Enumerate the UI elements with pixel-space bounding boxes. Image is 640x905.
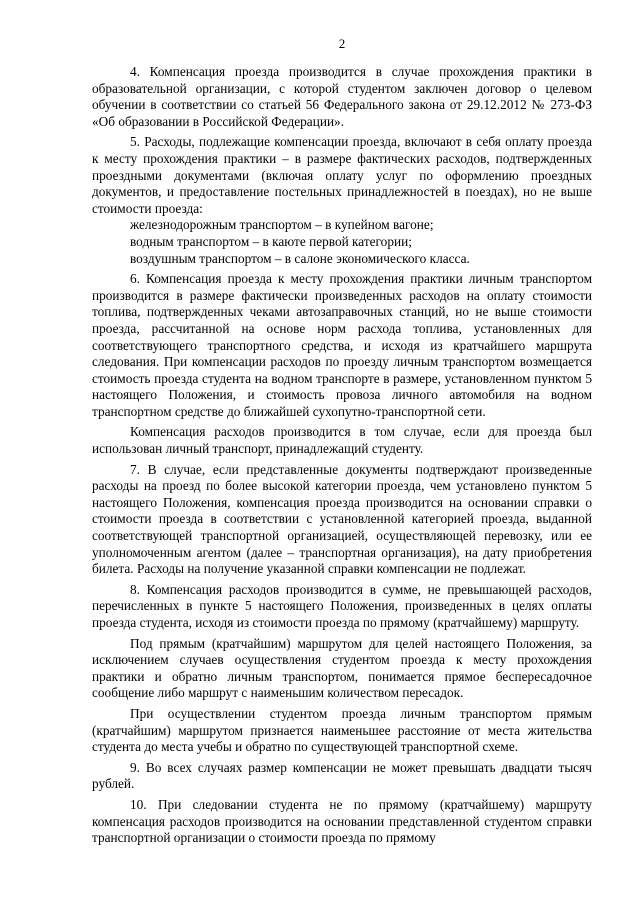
list-item-water: водным транспортом – в каюте первой категории; [130,233,412,249]
paragraph-6-note: Компенсация расходов производится в том случае, если для проезда был использован личный транспорт, принадлежащий студенту. [92,424,592,457]
paragraph-10: 10. При следовании студента не по прямому (кратчайшему) маршруту компенсация расходов производится на основании представленной студентом справки транспортной организации о стоимости проезда по прямому [92,796,592,846]
list-item-air: воздушным транспортом – в салоне экономического класса. [130,250,470,266]
paragraph-8: 8. Компенсация расходов производится в сумме, не превышающей расходов, перечисленных в пункте 5 настоящего Положения, произведенных в целях оплаты проезда студента, исходя из стоимости проезда по прямому (кратчайшему) маршруту. [92,581,592,630]
paragraph-5: 5. Расходы, подлежащие компенсации проезда, включают в себя оплату проезда к месту прохождения практики – в размере фактических расходов, подтвержденных проездными документами (включая оплату услуг по оформлению проездных документов, и предоставление постельных принадлежностей в поездах), но не выше стоимости проезда: [92,134,592,216]
page-number: 2 [338,36,346,51]
paragraph-7: 7. В случае, если представленные документы подтверждают произведенные расходы на проезд по более высокой категории проезда, чем установлено пунктом 5 настоящего Положения, компенсация проезда производится на основании справки о стоимости проезда в соответствии с установленной категорией проезда, выданной соответствующей транспортной организацией, осуществляющей перевозку, или ее уполномоченным агентом (далее – транспортная организация), на дату приобретения билета. Расходы на получение указанной справки компенсации не подлежат. [92,461,592,577]
list-item-rail: железнодорожным транспортом – в купейном вагоне; [130,217,434,233]
paragraph-8-route-definition: Под прямым (кратчайшим) маршрутом для целей настоящего Положения, за исключением случаев осуществления студентом проезда к месту прохождения практики и обратно личным транспортом, понимается прямое беспересадочное сообщение либо маршрут с наименьшим количеством пересадок. [92,635,592,701]
paragraph-4: 4. Компенсация проезда производится в случае прохождения практики в образовательной организации, с которой студентом заключен договор о целевом обучении в соответствии со статьей 56 Федерального закона от 29.12.2012 № 273-ФЗ «Об образовании в Российской Федерации». [92,64,592,129]
paragraph-8-personal-transport: При осуществлении студентом проезда личным транспортом прямым (кратчайшим) маршрутом признается наименьшее расстояние от места жительства студента до места учебы и обратно по существующей транспортной схеме. [92,705,592,755]
paragraph-9: 9. Во всех случаях размер компенсации не может превышать двадцати тысяч рублей. [92,759,592,792]
paragraph-6: 6. Компенсация проезда к месту прохождения практики личным транспортом производится в размере фактически произведенных расходов на оплату стоимости топлива, подтвержденных чеками автозаправочных станций, но не выше стоимости проезда, рассчитанной на основе норм расхода топлива, установленных для соответствующего транспортного средства, и исходя из кратчайшего маршрута следования. При компенсации расходов по проезду личным транспортом возмещается стоимость проезда студента на водном транспорте в размере, установленном пунктом 5 настоящего Положения, и стоимость провоза личного автомобиля на водном транспортном средстве до ближайшей сухопутно-транспортной сети. [92,271,592,419]
document-body [92,64,592,847]
